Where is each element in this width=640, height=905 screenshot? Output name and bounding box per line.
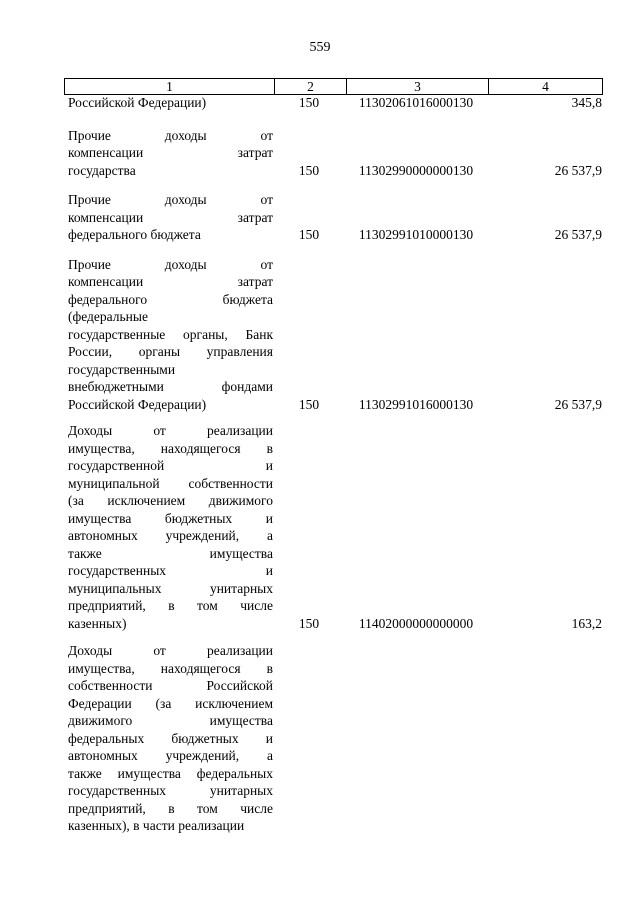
description-line: имущества, находящегося в: [68, 660, 273, 676]
row-description: [68, 422, 273, 632]
row-description: [68, 256, 273, 414]
description-line: России, органы управления: [68, 344, 273, 359]
column-header-row: [65, 79, 603, 95]
description-line: автономных учреждений, а: [68, 748, 273, 763]
description-line: Прочие доходы от: [68, 192, 273, 207]
description-line: казенных): [68, 615, 127, 631]
row-budget-code: 11302991016000130: [358, 396, 474, 412]
description-line: государственных и: [68, 563, 273, 578]
description-line: государственной и: [68, 458, 273, 473]
row-code-2: 150: [298, 227, 320, 242]
column-header-3: 3: [347, 79, 489, 95]
description-line: государственные органы, Банк: [68, 326, 273, 342]
description-line: Российской Федерации): [68, 396, 207, 412]
row-code-2: 150: [298, 615, 320, 631]
table-row: [64, 422, 602, 632]
description-line: муниципальной собственности: [68, 475, 273, 491]
description-line: внебюджетными фондами: [68, 379, 273, 394]
description-line: Прочие доходы от: [68, 256, 273, 272]
description-line: предприятий, в том числе: [68, 800, 273, 816]
description-line: государства: [68, 162, 136, 178]
description-line: муниципальных унитарных: [68, 580, 273, 596]
description-line: Доходы от реализации: [68, 423, 273, 438]
description-line: имущества, находящегося в: [68, 440, 273, 456]
description-line: компенсации затрат: [68, 274, 273, 289]
description-line: (федеральные: [68, 309, 148, 324]
table-row: [64, 642, 602, 835]
description-line: федеральных бюджетных и: [68, 730, 273, 746]
row-budget-code: 11302990000000130: [358, 162, 474, 178]
description-line: движимого имущества: [68, 713, 273, 728]
row-description: [68, 94, 273, 112]
description-line: автономных учреждений, а: [68, 528, 273, 543]
description-line: собственности Российской: [68, 678, 273, 693]
description-line: государственными: [68, 361, 176, 377]
description-line: федерального бюджета: [68, 227, 201, 242]
row-budget-code: 11302991010000130: [358, 227, 474, 242]
table-row: [64, 256, 602, 414]
column-header-1: 1: [65, 79, 275, 95]
row-code-2: 150: [298, 396, 320, 412]
row-description: [68, 127, 273, 180]
row-amount: 163,2: [571, 615, 602, 631]
description-line: компенсации затрат: [68, 209, 273, 225]
row-budget-code: 11302061016000130: [358, 95, 474, 110]
row-amount: 26 537,9: [554, 396, 602, 412]
description-line: также имущества: [68, 545, 273, 561]
description-line: (за исключением движимого: [68, 493, 273, 508]
row-budget-code: 11402000000000000: [358, 615, 474, 631]
table-row: [64, 127, 602, 180]
row-amount: 26 537,9: [554, 227, 602, 242]
row-code-2: 150: [298, 162, 320, 178]
description-line: предприятий, в том числе: [68, 598, 273, 613]
row-amount: 345,8: [571, 95, 602, 110]
row-description: [68, 642, 273, 835]
table-row: [64, 191, 602, 244]
description-line: также имущества федеральных: [68, 765, 273, 781]
description-line: казенных), в части реализации: [68, 818, 245, 833]
column-header-table: [64, 78, 603, 95]
description-line: имущества бюджетных и: [68, 510, 273, 526]
description-line: государственных унитарных: [68, 783, 273, 798]
column-header-2: 2: [275, 79, 347, 95]
table-row: [64, 94, 602, 112]
description-line: Федерации (за исключением: [68, 695, 273, 711]
description-line: федерального бюджета: [68, 291, 273, 307]
row-code-2: 150: [298, 95, 320, 110]
description-line: компенсации затрат: [68, 145, 273, 160]
page-number: 559: [309, 40, 331, 55]
description-line: Доходы от реализации: [68, 643, 273, 658]
row-description: [68, 191, 273, 244]
description-line: Прочие доходы от: [68, 127, 273, 143]
description-line: Российской Федерации): [68, 95, 207, 110]
table-body: [64, 94, 602, 835]
row-amount: 26 537,9: [554, 162, 602, 178]
column-header-4: 4: [489, 79, 603, 95]
